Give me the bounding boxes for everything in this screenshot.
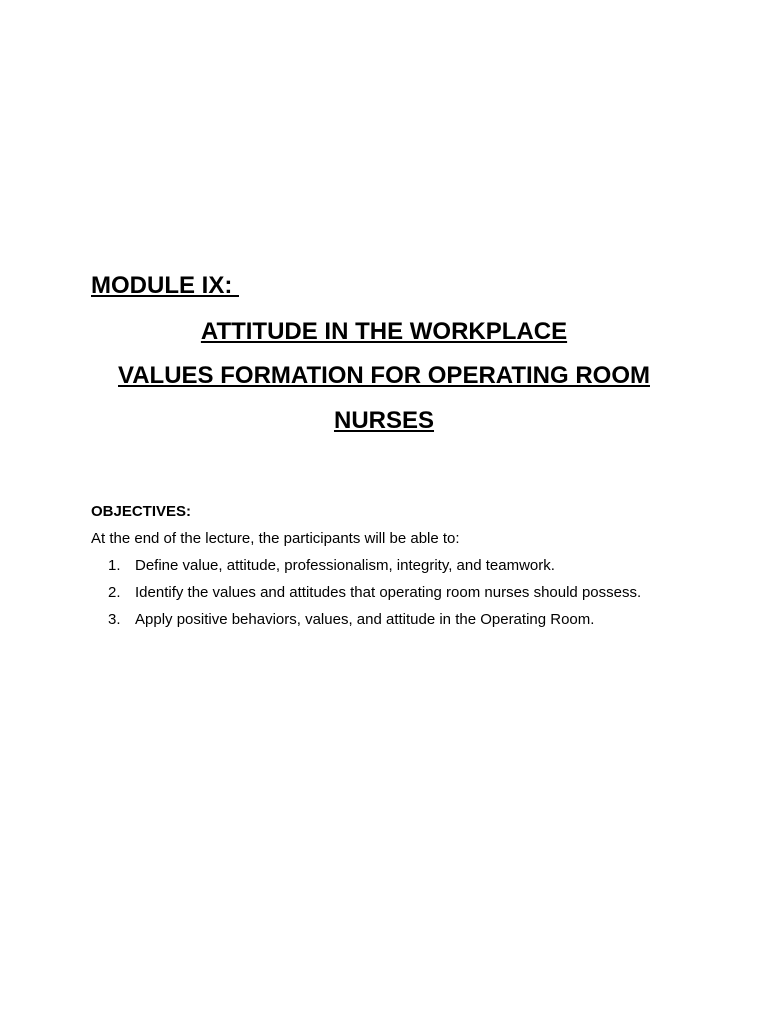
objectives-list [108, 556, 641, 637]
list-item [108, 556, 641, 583]
module-label: MODULE IX: [91, 272, 239, 299]
title-line-3: NURSES [333, 407, 435, 434]
list-item-text: Define value, attitude, professionalism, integrity, and teamwork. [135, 557, 555, 574]
list-item-number: 2. [108, 584, 121, 601]
list-item-number: 1. [108, 557, 121, 574]
list-item-number: 3. [108, 611, 121, 628]
objectives-heading: OBJECTIVES: [91, 503, 192, 520]
title-line-1: ATTITUDE IN THE WORKPLACE [200, 318, 568, 345]
list-item [108, 583, 641, 610]
list-item [108, 610, 641, 637]
objectives-intro: At the end of the lecture, the participants will be able to: [91, 530, 460, 547]
list-item-text: Identify the values and attitudes that operating room nurses should possess. [135, 584, 642, 601]
title-line-2: VALUES FORMATION FOR OPERATING ROOM [118, 362, 650, 389]
list-item-text: Apply positive behaviors, values, and attitude in the Operating Room. [135, 611, 595, 628]
